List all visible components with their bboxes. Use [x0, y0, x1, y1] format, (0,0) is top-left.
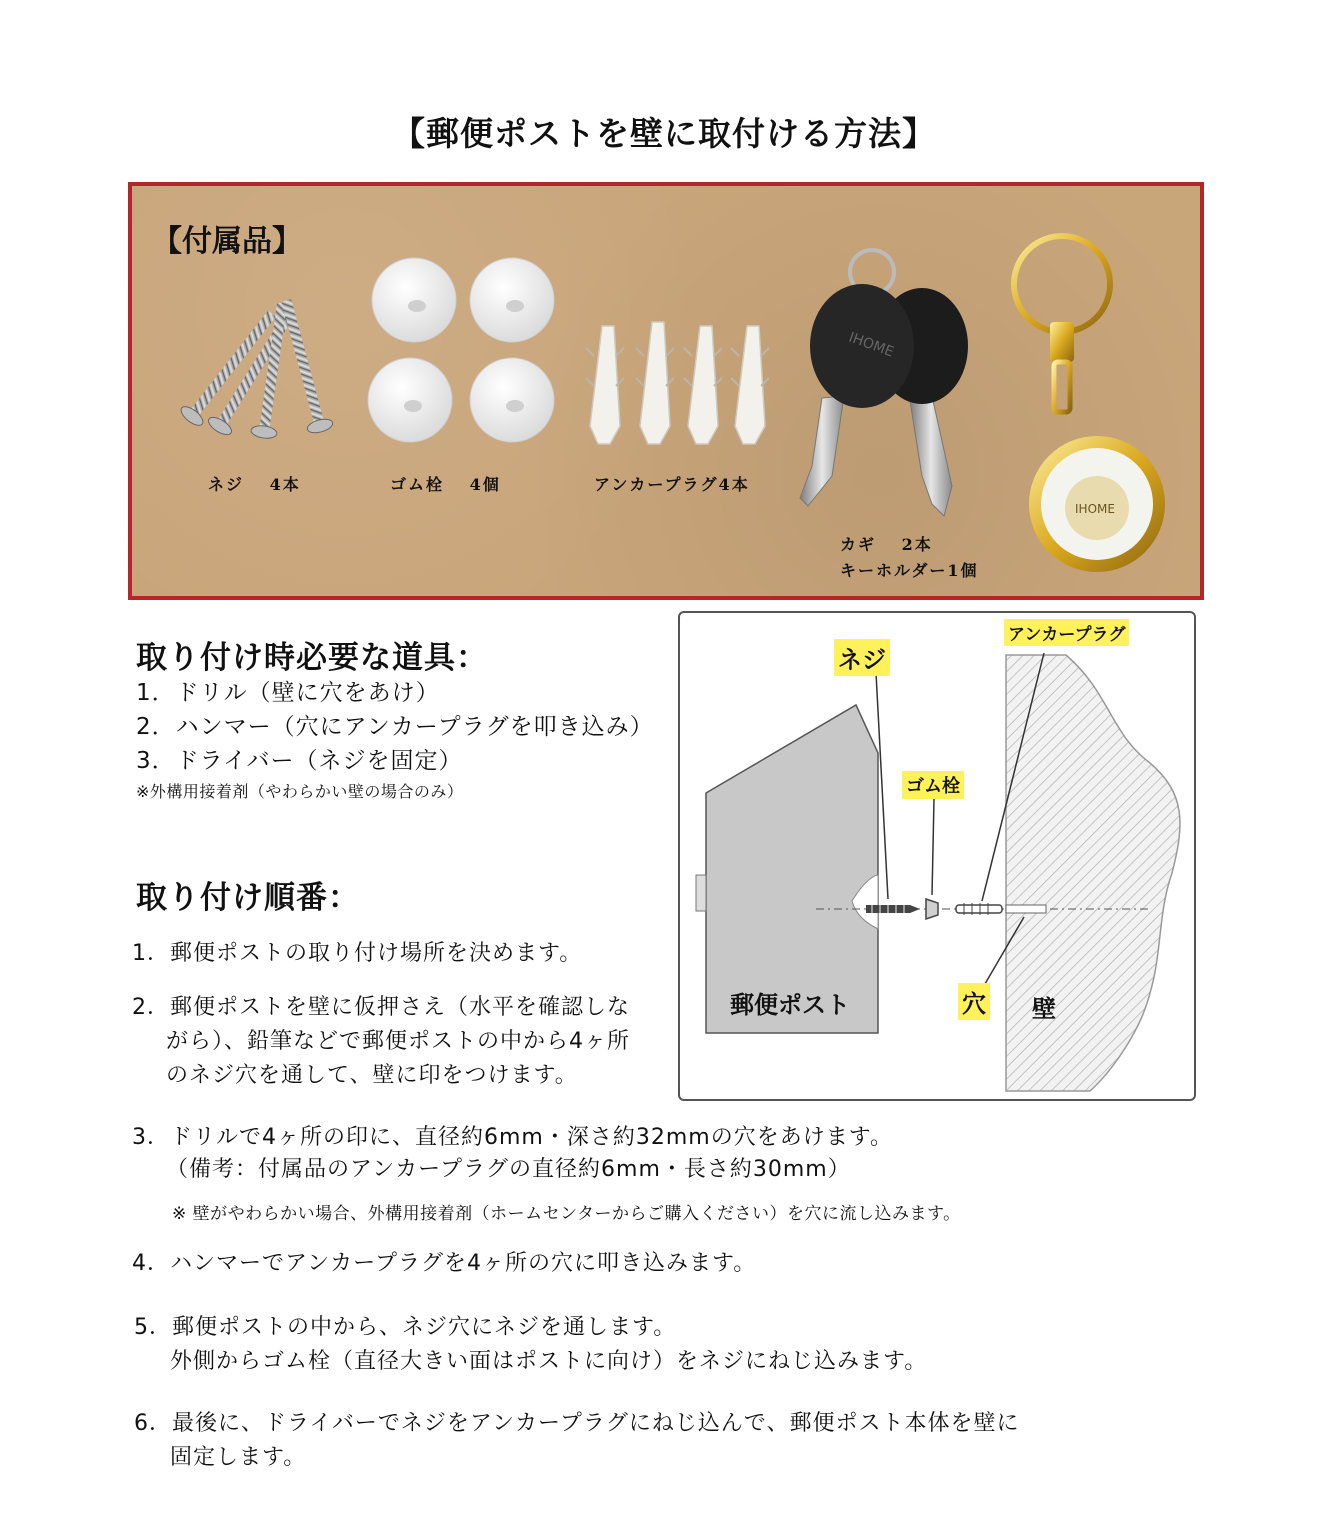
screw-figure [866, 905, 920, 913]
step-text: 1．郵便ポストの取り付け場所を決めます。 [132, 941, 583, 966]
caption-screws: ネジ 4本 [208, 475, 301, 494]
anchor-plugs-image [586, 322, 769, 444]
tool-item: 2．ハンマー（穴にアンカープラグを叩き込み） [136, 714, 654, 740]
label-wall: 壁 [1032, 995, 1056, 1023]
label-anchor-plug: アンカープラグ [1004, 619, 1129, 646]
caption-anchor-plugs: アンカープラグ4本 [594, 475, 750, 494]
rubber-plug-figure [926, 899, 938, 919]
step-text: 6．最後に、ドライバーでネジをアンカープラグにねじ込んで、郵便ポスト本体を壁に [134, 1411, 1020, 1436]
keys-image [800, 250, 968, 516]
page-title: 【郵便ポストを壁に取付ける方法】 [392, 114, 936, 153]
step-text: がら）、鉛筆などで郵便ポストの中から4ヶ所 [166, 1029, 630, 1054]
label-rubber-plug: ゴム栓 [902, 771, 964, 799]
key-holder-image [1014, 236, 1165, 572]
step-text: 固定します。 [170, 1445, 307, 1470]
accessories-heading: 【付属品】 [152, 224, 302, 259]
anchor-plug-figure [956, 903, 1002, 915]
wall-shape [1006, 655, 1180, 1091]
caption-keys: カギ 2本 [840, 535, 933, 554]
step-text: 4．ハンマーでアンカープラグを4ヶ所の穴に叩き込みます。 [132, 1251, 757, 1276]
screws-image [178, 297, 334, 440]
rubber-plugs-image [368, 258, 554, 442]
step-text: 3．ドリルで4ヶ所の印に、直径約6mm・深さ約32mmの穴をあけます。 [132, 1125, 893, 1150]
step-text: のネジ穴を通して、壁に印をつけます。 [166, 1063, 578, 1088]
order-heading: 取り付け順番： [136, 880, 360, 916]
installation-diagram [678, 611, 1196, 1101]
caption-key-holder: キーホルダー1個 [840, 561, 979, 580]
accessories-photo [128, 182, 1204, 600]
step-text: （備考：付属品のアンカープラグの直径約6mm・長さ約30mm） [166, 1157, 851, 1182]
step-text: 5．郵便ポストの中から、ネジ穴にネジを通します。 [134, 1315, 677, 1340]
label-hole: 穴 [958, 983, 990, 1020]
wall-hole-figure [1006, 905, 1046, 913]
label-screw: ネジ [834, 639, 890, 676]
caption-rubber-plugs: ゴム栓 4個 [390, 475, 501, 494]
step-note: ※ 壁がやわらかい場合、外構用接着剤（ホームセンターからご購入ください）を穴に流し込みます。 [172, 1204, 961, 1224]
diagram-drawing [680, 613, 1194, 1099]
tool-item: 1．ドリル（壁に穴をあけ） [136, 680, 440, 706]
tools-note: ※外構用接着剤（やわらかい壁の場合のみ） [136, 782, 464, 801]
post-hinge [696, 875, 706, 911]
post-shape [706, 705, 878, 1033]
holder-brand-text: IHOME [1075, 502, 1115, 516]
key-brand-text: IHOME [846, 329, 896, 361]
step-text: 外側からゴム栓（直径大きい面はポストに向け）をネジにねじ込みます。 [170, 1349, 928, 1374]
tools-heading: 取り付け時必要な道具： [136, 640, 488, 676]
accessories-illustration [132, 186, 1200, 596]
step-text: 2．郵便ポストを壁に仮押さえ（水平を確認しな [132, 995, 630, 1020]
label-post: 郵便ポスト [730, 991, 850, 1019]
tool-item: 3．ドライバー（ネジを固定） [136, 748, 463, 774]
